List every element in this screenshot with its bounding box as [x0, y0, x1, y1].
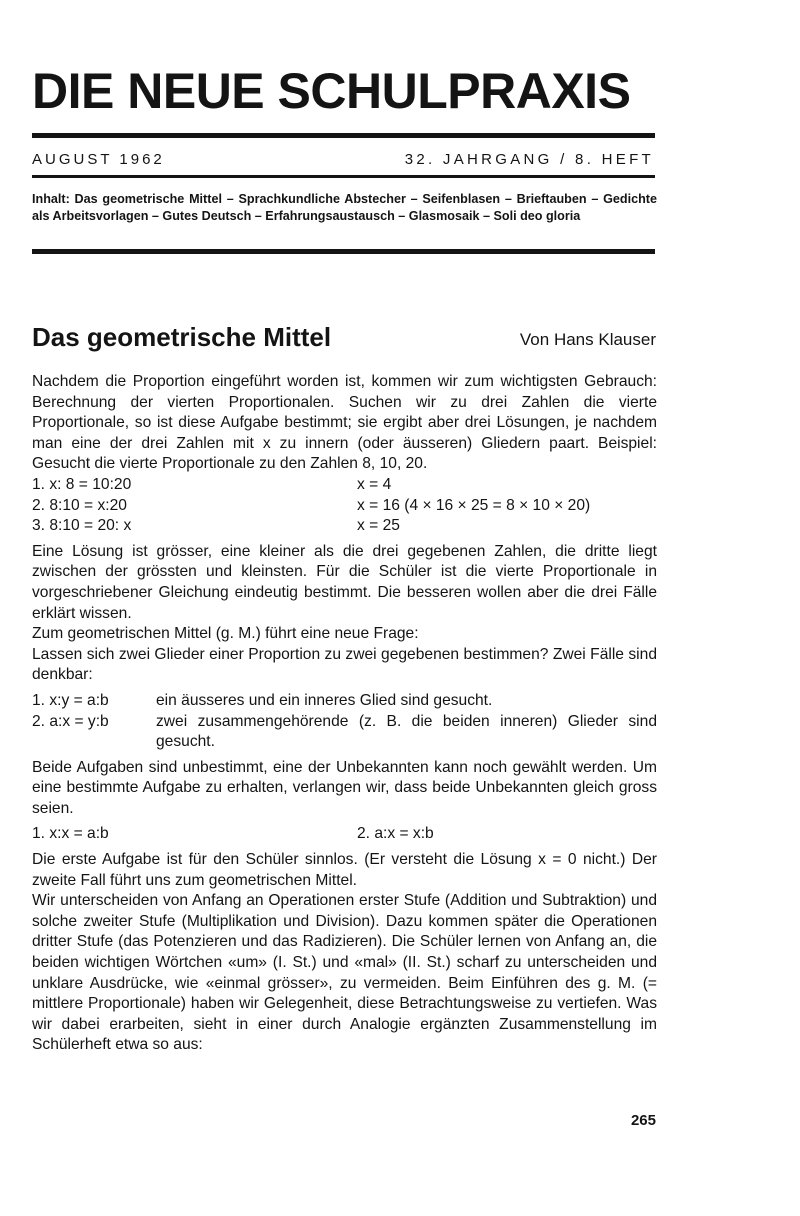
paragraph-intro: Nachdem die Proportion eingeführt worden ist, kommen wir zum wichtigsten Gebrauch: Berechnung der vierten Proportionalen. Suchen wir zu drei Zahlen die vierte Proportionale, so ist diese Aufgabe bestimmt; sie ergibt aber drei Lösungen, je nachdem man eine der drei Zahlen mit x zu innern (oder äusseren) Gliedern paart. Beispiel: Gesucht die vierte Proportionale zu den Zahlen 8, 10, 20.: [32, 373, 657, 473]
top-rule: [32, 133, 655, 138]
example-row: [32, 496, 657, 517]
case-equation: 2. a:x = y:b: [32, 712, 109, 730]
case-row: [32, 712, 657, 753]
table-of-contents: [32, 191, 657, 225]
article-author: Von Hans Klauser: [519, 330, 656, 349]
paragraph-4: Lassen sich zwei Glieder einer Proportion zu zwei gegebenen bestimmen? Zwei Fälle sind denkbar:: [32, 645, 657, 684]
example-solution: x = 4: [357, 475, 392, 493]
example-equation: 2. 8:10 = x:20: [32, 496, 127, 514]
contents-text: Das geometrische Mittel – Sprachkundliche Abstecher – Seifenblasen – Brieftauben – Gedichte als Arbeitsvorlagen – Gutes Deutsch – Erfahrungsaustausch – Glasmosaik – Soli deo gloria: [32, 192, 657, 223]
page-number: 265: [630, 1112, 656, 1129]
case-equation: 1. x:y = a:b: [32, 691, 109, 709]
contents-label: Inhalt:: [32, 192, 70, 206]
example-row: [32, 516, 657, 537]
article-title: Das geometrische Mittel: [32, 322, 332, 352]
example-solution: x = 25: [357, 517, 400, 535]
paragraph-6: Die erste Aufgabe ist für den Schüler sinnlos. (Er versteht die Lösung x = 0 nicht.) Der zweite Fall führt uns zum geometrischen Mittel.: [32, 851, 657, 889]
example-equation: 3. 8:10 = 20: x: [32, 517, 132, 535]
issue-volume: 32. JAHRGANG / 8. HEFT: [404, 151, 654, 168]
equation-pair: [32, 824, 657, 845]
paragraph-5: Beide Aufgaben sind unbestimmt, eine der Unbekannten kann noch gewählt werden. Um eine bestimmte Aufgabe zu erhalten, verlangen wir, dass beide Unbekannten gleich gross seien.: [32, 758, 657, 817]
case-description: ein äusseres und ein inneres Glied sind gesucht.: [156, 691, 493, 709]
example-row: [32, 475, 657, 496]
equation-first: 1. x:x = a:b: [32, 825, 109, 843]
middle-rule: [32, 175, 655, 178]
cases-list: [32, 691, 657, 753]
paragraph-2: Eine Lösung ist grösser, eine kleiner als die drei gegebenen Zahlen, die dritte liegt zwischen der grössten und kleinsten. Für die Schüler ist die vierte Proportionale in vorgeschriebener Gleichung eindeutig bestimmt. Die besseren wollen aber die drei Fälle erklärt wissen.: [32, 542, 657, 622]
article-body: [32, 372, 657, 1061]
example-equation: 1. x: 8 = 10:20: [32, 475, 132, 493]
case-description: zwei zusammengehörende (z. B. die beiden inneren) Glieder sind gesucht.: [156, 712, 657, 751]
examples-list: [32, 475, 657, 537]
bottom-rule: [32, 249, 655, 254]
issue-date: AUGUST 1962: [32, 151, 165, 168]
paragraph-3: Zum geometrischen Mittel (g. M.) führt eine neue Frage:: [32, 625, 419, 643]
case-row: [32, 691, 657, 712]
paragraph-7: Wir unterscheiden von Anfang an Operationen erster Stufe (Addition und Subtraktion) und solche zweiter Stufe (Multiplikation und Division). Dazu kommen später die Operationen dritter Stufe (das Potenzieren und das Radizieren). Die Schüler lernen von Anfang an, die beiden wichtigen Wörtchen «um» (I. St.) und «mal» (II. St.) scharf zu unterscheiden und unklare Ausdrücke, wie «einmal grösser», zu vermeiden. Beim Einführen des g. M. (= mittlere Proportionale) haben wir Gelegenheit, diese Betrachtungsweise zu vertiefen. Was wir dabei erarbeiten, sieht in einer durch Analogie ergänzten Zusammenstellung im Schülerheft etwa so aus:: [32, 892, 657, 1054]
equation-second: 2. a:x = x:b: [357, 825, 434, 843]
example-solution: x = 16 (4 × 16 × 25 = 8 × 10 × 20): [357, 496, 591, 514]
masthead-title: DIE NEUE SCHULPRAXIS: [32, 63, 631, 119]
